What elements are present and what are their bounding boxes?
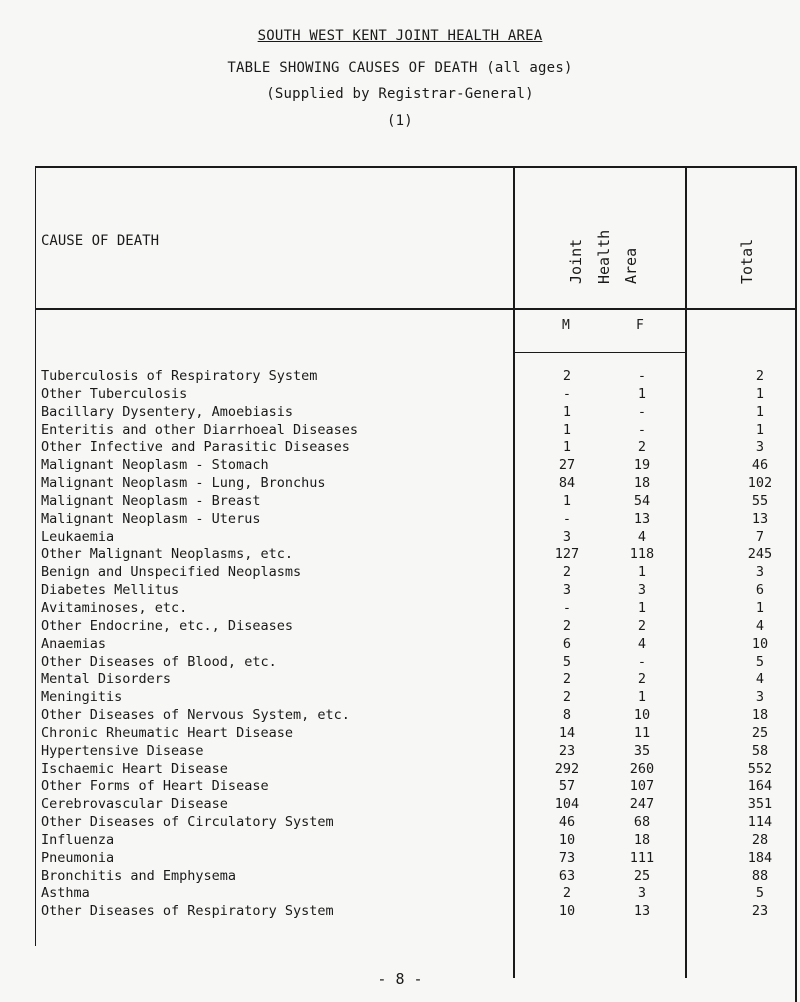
female-count-cell: 3 (637, 885, 647, 902)
cause-cell: Leukaemia (41, 528, 115, 545)
cause-cell: Mental Disorders (41, 671, 172, 688)
total-count-cell: 164 (747, 778, 773, 795)
male-count-cell: 6 (562, 635, 572, 652)
male-count-cell: 2 (562, 368, 572, 384)
female-count-cell: 13 (633, 510, 651, 527)
total-count-cell: 10 (751, 635, 769, 652)
female-column-header: F (636, 318, 644, 333)
total-count-cell: 28 (751, 831, 769, 848)
total-count-cell: 5 (755, 885, 765, 902)
cause-cell: Bacillary Dysentery, Amoebiasis (41, 403, 293, 420)
female-count-cell: 18 (633, 475, 651, 492)
cause-cell: Malignant Neoplasm - Breast (41, 492, 261, 509)
total-count-cell: 4 (755, 617, 765, 634)
female-count-cell: - (637, 653, 647, 670)
cause-cell: Malignant Neoplasm - Stomach (41, 457, 269, 474)
total-count-cell: 13 (751, 510, 769, 527)
cause-cell: Enteritis and other Diarrhoeal Diseases (41, 421, 358, 438)
male-count-cell: 63 (558, 867, 576, 884)
joint-header: Joint (567, 238, 585, 284)
female-count-cell: 25 (633, 867, 651, 884)
table-row (0, 796, 800, 814)
table-row (0, 493, 800, 511)
male-count-cell: 46 (558, 814, 576, 831)
total-column-header: Total (738, 238, 756, 284)
female-count-cell: 68 (633, 814, 651, 831)
male-count-cell: 2 (562, 564, 572, 581)
male-count-cell: 1 (562, 403, 572, 420)
cause-cell: Ischaemic Heart Disease (41, 760, 228, 777)
total-count-cell: 55 (751, 492, 769, 509)
total-count-cell: 58 (751, 742, 769, 759)
mf-underline (513, 352, 685, 353)
male-count-cell: 10 (558, 903, 576, 920)
total-count-cell: 1 (755, 385, 765, 402)
total-count-cell: 4 (755, 671, 765, 688)
female-count-cell: 35 (633, 742, 651, 759)
table-row (0, 707, 800, 725)
cause-cell: Hypertensive Disease (41, 742, 204, 759)
total-count-cell: 25 (751, 724, 769, 741)
table-row (0, 778, 800, 796)
male-count-cell: 1 (562, 439, 572, 456)
area-header: Area (622, 247, 640, 284)
table-row (0, 529, 800, 547)
cause-cell: Other Diseases of Respiratory System (41, 903, 334, 920)
cause-cell: Diabetes Mellitus (41, 582, 180, 599)
male-column-header: M (562, 318, 570, 333)
table-row (0, 475, 800, 493)
total-count-cell: 18 (751, 707, 769, 724)
male-count-cell: 27 (558, 457, 576, 474)
male-count-cell: 73 (558, 849, 576, 866)
male-count-cell: 104 (554, 796, 580, 813)
table-number: (1) (387, 113, 413, 129)
male-count-cell: 3 (562, 582, 572, 599)
male-count-cell: 2 (562, 885, 572, 902)
total-count-cell: 114 (747, 814, 773, 831)
female-count-cell: 19 (633, 457, 651, 474)
cause-cell: Benign and Unspecified Neoplasms (41, 564, 302, 581)
female-count-cell: 107 (629, 778, 655, 795)
cause-cell: Cerebrovascular Disease (41, 796, 228, 813)
table-row (0, 386, 800, 404)
cause-cell: Other Endocrine, etc., Diseases (41, 617, 293, 634)
male-count-cell: 1 (562, 421, 572, 438)
table-row (0, 422, 800, 440)
table-top-border (35, 166, 795, 168)
cause-column-header: CAUSE OF DEATH (41, 233, 160, 249)
male-count-cell: - (562, 599, 572, 616)
table-row (0, 654, 800, 672)
page-number: - 8 - (377, 970, 423, 988)
cause-cell: Influenza (41, 831, 115, 848)
cause-cell: Tuberculosis of Respiratory System (41, 368, 318, 384)
male-count-cell: 3 (562, 528, 572, 545)
male-count-cell: 84 (558, 475, 576, 492)
male-count-cell: 57 (558, 778, 576, 795)
female-count-cell: - (637, 421, 647, 438)
female-count-cell: - (637, 368, 647, 384)
female-count-cell: 3 (637, 582, 647, 599)
female-count-cell: 2 (637, 439, 647, 456)
female-count-cell: 2 (637, 671, 647, 688)
female-count-cell: 260 (629, 760, 655, 777)
total-count-cell: 1 (755, 403, 765, 420)
cause-cell: Anaemias (41, 635, 107, 652)
table-row (0, 868, 800, 886)
table-row (0, 761, 800, 779)
table-source: (Supplied by Registrar-General) (266, 86, 534, 102)
female-count-cell: 2 (637, 617, 647, 634)
male-count-cell: 14 (558, 724, 576, 741)
male-count-cell: 2 (562, 617, 572, 634)
cause-cell: Malignant Neoplasm - Lung, Bronchus (41, 475, 326, 492)
table-row (0, 903, 800, 921)
female-count-cell: 10 (633, 707, 651, 724)
total-count-cell: 1 (755, 599, 765, 616)
female-count-cell: 4 (637, 528, 647, 545)
male-count-cell: - (562, 385, 572, 402)
table-row (0, 457, 800, 475)
table-row (0, 618, 800, 636)
table-row (0, 636, 800, 654)
table-row (0, 368, 800, 386)
total-count-cell: 2 (755, 368, 765, 384)
table-row (0, 511, 800, 529)
table-row (0, 546, 800, 564)
cause-cell: Chronic Rheumatic Heart Disease (41, 724, 293, 741)
table-row (0, 582, 800, 600)
female-count-cell: 1 (637, 385, 647, 402)
male-count-cell: 5 (562, 653, 572, 670)
table-row (0, 885, 800, 903)
total-count-cell: 351 (747, 796, 773, 813)
cause-cell: Avitaminoses, etc. (41, 599, 188, 616)
cause-cell: Other Infective and Parasitic Diseases (41, 439, 350, 456)
female-count-cell: 18 (633, 831, 651, 848)
total-count-cell: 46 (751, 457, 769, 474)
table-row (0, 850, 800, 868)
male-count-cell: 292 (554, 760, 580, 777)
area-heading: SOUTH WEST KENT JOINT HEALTH AREA (257, 28, 543, 44)
table-row (0, 689, 800, 707)
cause-cell: Other Malignant Neoplasms, etc. (41, 546, 293, 563)
total-count-cell: 3 (755, 439, 765, 456)
table-row (0, 671, 800, 689)
male-count-cell: 127 (554, 546, 580, 563)
health-header: Health (595, 229, 613, 284)
cause-cell: Other Diseases of Nervous System, etc. (41, 707, 350, 724)
table-title: TABLE SHOWING CAUSES OF DEATH (all ages) (227, 60, 573, 76)
total-count-cell: 1 (755, 421, 765, 438)
total-count-cell: 6 (755, 582, 765, 599)
male-count-cell: 10 (558, 831, 576, 848)
female-count-cell: 1 (637, 564, 647, 581)
female-count-cell: 54 (633, 492, 651, 509)
table-row (0, 725, 800, 743)
table-row (0, 439, 800, 457)
total-count-cell: 245 (747, 546, 773, 563)
total-count-cell: 7 (755, 528, 765, 545)
female-count-cell: 4 (637, 635, 647, 652)
cause-cell: Meningitis (41, 689, 123, 706)
male-count-cell: 23 (558, 742, 576, 759)
cause-cell: Other Forms of Heart Disease (41, 778, 269, 795)
total-count-cell: 23 (751, 903, 769, 920)
male-count-cell: 8 (562, 707, 572, 724)
female-count-cell: - (637, 403, 647, 420)
total-count-cell: 3 (755, 564, 765, 581)
female-count-cell: 13 (633, 903, 651, 920)
table-row (0, 564, 800, 582)
table-row (0, 743, 800, 761)
female-count-cell: 118 (629, 546, 655, 563)
female-count-cell: 1 (637, 599, 647, 616)
male-count-cell: 2 (562, 689, 572, 706)
header-bottom-border (35, 308, 795, 310)
female-count-cell: 1 (637, 689, 647, 706)
table-row (0, 404, 800, 422)
table-row (0, 600, 800, 618)
cause-cell: Pneumonia (41, 849, 115, 866)
total-count-cell: 88 (751, 867, 769, 884)
cause-cell: Other Diseases of Circulatory System (41, 814, 334, 831)
cause-cell: Other Tuberculosis (41, 385, 188, 402)
male-count-cell: - (562, 510, 572, 527)
total-count-cell: 184 (747, 849, 773, 866)
table-row (0, 814, 800, 832)
cause-cell: Malignant Neoplasm - Uterus (41, 510, 261, 527)
cause-cell: Asthma (41, 885, 90, 902)
female-count-cell: 111 (629, 849, 655, 866)
female-count-cell: 11 (633, 724, 651, 741)
cause-cell: Bronchitis and Emphysema (41, 867, 237, 884)
male-count-cell: 2 (562, 671, 572, 688)
cause-table-body (0, 368, 800, 921)
total-count-cell: 5 (755, 653, 765, 670)
total-count-cell: 552 (747, 760, 773, 777)
cause-cell: Other Diseases of Blood, etc. (41, 653, 277, 670)
female-count-cell: 247 (629, 796, 655, 813)
total-count-cell: 3 (755, 689, 765, 706)
male-count-cell: 1 (562, 492, 572, 509)
total-count-cell: 102 (747, 475, 773, 492)
table-row (0, 832, 800, 850)
